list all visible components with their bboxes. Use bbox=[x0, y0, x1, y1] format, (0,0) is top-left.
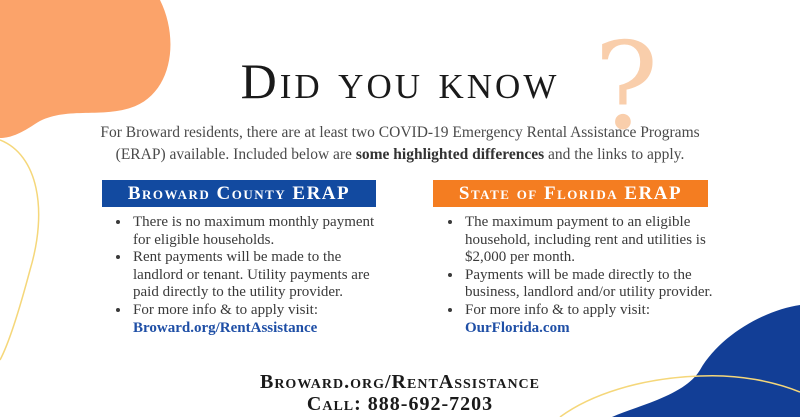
question-mark-icon: ? bbox=[594, 18, 659, 157]
intro-highlight: some highlighted differences bbox=[355, 146, 545, 163]
list-item bbox=[463, 302, 723, 337]
intro-line-2-start: (ERAP) available. Included below are bbox=[115, 146, 356, 163]
list-item-text: For more info & to apply visit: bbox=[133, 301, 318, 318]
list-item: • There is no maximum monthly payment for eligible households. bbox=[131, 214, 386, 249]
florida-erap-list bbox=[447, 214, 723, 337]
broward-erap-list bbox=[115, 214, 386, 337]
intro-line-2-end: and the links to apply. bbox=[544, 146, 685, 163]
list-item bbox=[131, 302, 386, 337]
list-item: • Payments will be made directly to the business, landlord and/or utility provider. bbox=[463, 267, 723, 302]
page-title: Did you know bbox=[240, 53, 560, 109]
intro-text bbox=[85, 122, 715, 166]
footer-website[interactable]: Broward.org/RentAssistance bbox=[259, 371, 540, 393]
florida-erap-heading: State of Florida ERAP bbox=[433, 180, 708, 207]
footer-phone[interactable]: Call: 888-692-7203 bbox=[306, 393, 494, 415]
intro-line-1: For Broward residents, there are at least two COVID-19 Emergency Rental Assistance Programs bbox=[100, 124, 700, 141]
broward-link[interactable]: Broward.org/RentAssistance bbox=[133, 319, 318, 336]
list-item: • The maximum payment to an eligible household, including rent and utilities is $2,000 per month. bbox=[463, 214, 723, 267]
list-item-text: For more info & to apply visit: bbox=[465, 301, 650, 318]
broward-erap-heading: Broward County ERAP bbox=[102, 180, 376, 207]
list-item: • Rent payments will be made to the landlord or tenant. Utility payments are paid directly to the utility provider. bbox=[131, 249, 386, 302]
yellow-curve-left bbox=[0, 140, 39, 360]
ourflorida-link[interactable]: OurFlorida.com bbox=[465, 319, 570, 336]
